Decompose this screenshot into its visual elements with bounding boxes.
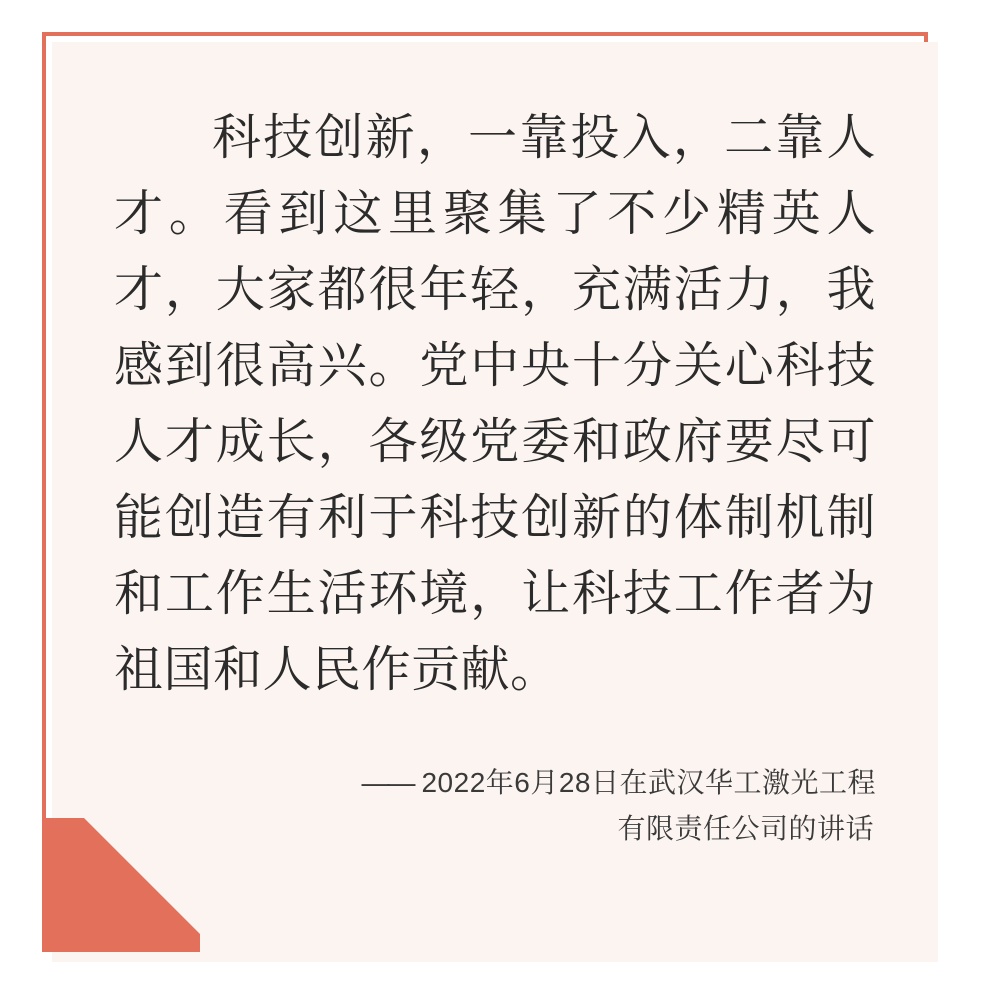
quote-body-text: 科技创新，一靠投入，二靠人才。看到这里聚集了不少精英人才，大家都很年轻，充满活力，我感到很高兴。党中央十分关心科技人才成长，各级党委和政府要尽可能创造有利于科技创新的体制机制和工作生活环境，让科技工作者为祖国和人民作贡献。: [114, 111, 876, 697]
attribution: [114, 760, 876, 852]
attribution-line-1: 2022年6月28日在武汉华工激光工程: [421, 767, 876, 798]
attribution-line-2: 有限责任公司的讲话: [617, 813, 874, 844]
attribution-dash: ——: [361, 767, 414, 798]
card-content: [52, 42, 938, 962]
